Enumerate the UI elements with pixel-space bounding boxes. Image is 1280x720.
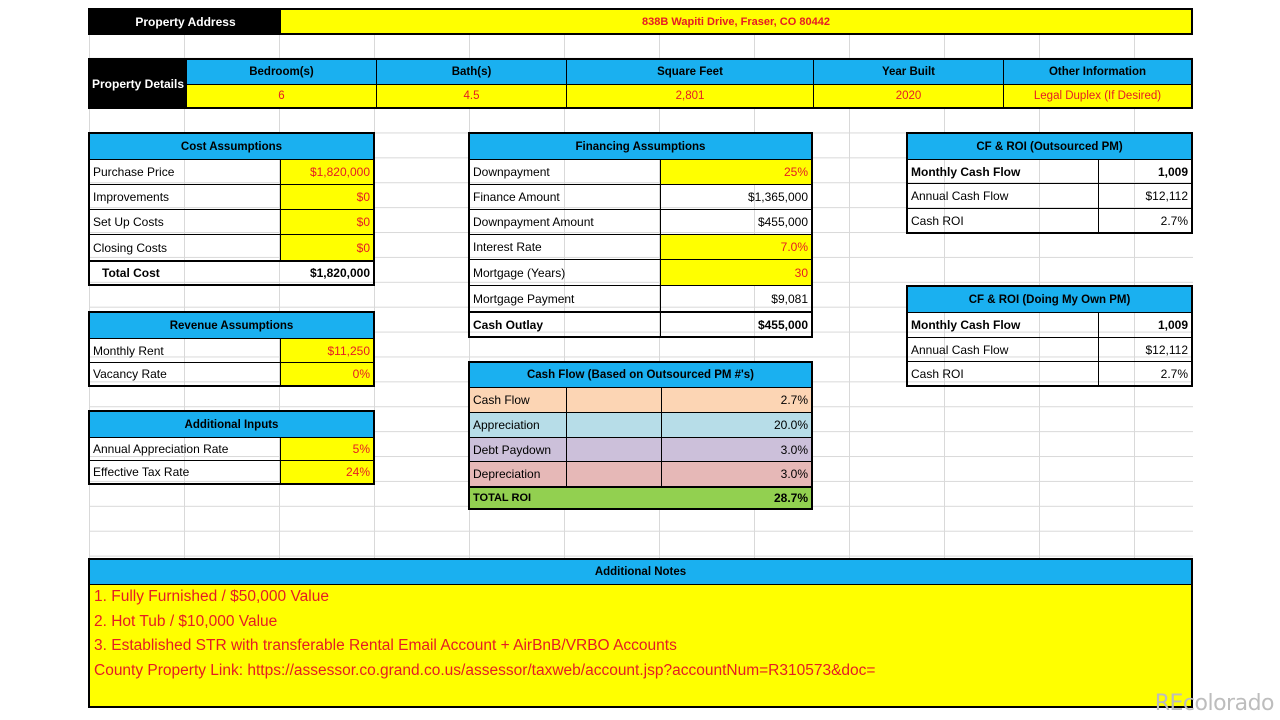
financing-row-label: Finance Amount bbox=[470, 185, 661, 210]
downpayment-input[interactable]: 25% bbox=[661, 160, 811, 185]
address-label: Property Address bbox=[90, 10, 281, 33]
details-value-baths[interactable]: 4.5 bbox=[376, 85, 566, 107]
additional-inputs-table bbox=[88, 410, 375, 485]
cashflow-row-label: Appreciation bbox=[470, 413, 566, 438]
total-roi-value: 28.7% bbox=[661, 486, 811, 508]
improvements-input[interactable]: $0 bbox=[281, 185, 373, 210]
details-header-year-built: Year Built bbox=[813, 60, 1003, 85]
financing-row-label: Downpayment Amount bbox=[470, 210, 661, 235]
cashflow-row-value: 3.0% bbox=[661, 462, 811, 486]
cashflow-row-label: Cash Flow bbox=[470, 388, 566, 413]
financing-row-label: Mortgage Payment bbox=[473, 291, 575, 306]
revenue-row-label: Monthly Rent bbox=[90, 339, 281, 363]
roi-own-table bbox=[906, 285, 1193, 387]
note-line: 1. Fully Furnished / $50,000 Value bbox=[94, 588, 329, 605]
cashflow-row-spacer bbox=[566, 462, 661, 486]
roi-outsourced-cash-roi: 2.7% bbox=[1160, 213, 1188, 228]
recolorado-watermark: REcolorado bbox=[1154, 691, 1274, 716]
details-value-bedrooms[interactable]: 6 bbox=[186, 85, 376, 107]
roi-own-title: CF & ROI (Doing My Own PM) bbox=[908, 287, 1191, 313]
cashflow-row-value: 20.0% bbox=[661, 413, 811, 438]
property-details bbox=[88, 58, 1193, 109]
additional-notes-title: Additional Notes bbox=[90, 560, 1191, 585]
details-value-year-built[interactable]: 2020 bbox=[813, 85, 1003, 107]
additional-notes bbox=[88, 558, 1193, 708]
details-value-other-info[interactable]: Legal Duplex (If Desired) bbox=[1003, 85, 1191, 107]
roi-own-row-label: Annual Cash Flow bbox=[908, 338, 1099, 362]
total-roi-label: TOTAL ROI bbox=[470, 486, 661, 508]
downpayment-amount-value: $455,000 bbox=[661, 210, 811, 235]
cashflow-row-value: 2.7% bbox=[661, 388, 811, 413]
cashflow-row-label: Depreciation bbox=[470, 462, 566, 486]
address-row bbox=[88, 8, 1193, 35]
details-header-bedrooms: Bedroom(s) bbox=[186, 60, 376, 85]
cashflow-row-value: 3.0% bbox=[661, 438, 811, 462]
finance-amount-value: $1,365,000 bbox=[661, 185, 811, 210]
note-line: 2. Hot Tub / $10,000 Value bbox=[94, 613, 278, 630]
roi-outsourced-monthly-cf: 1,009 bbox=[1099, 160, 1191, 184]
additional-inputs-title: Additional Inputs bbox=[90, 412, 373, 438]
cost-assumptions-title: Cost Assumptions bbox=[90, 134, 373, 160]
roi-outsourced-title: CF & ROI (Outsourced PM) bbox=[908, 134, 1191, 160]
note-line: 3. Established STR with transferable Rental Email Account + AirBnB/VRBO Accounts bbox=[94, 637, 677, 654]
tax-rate-input[interactable]: 24% bbox=[281, 461, 373, 483]
cashflow-title: Cash Flow (Based on Outsourced PM #'s) bbox=[470, 363, 811, 388]
monthly-rent-input[interactable]: $11,250 bbox=[281, 339, 373, 363]
total-cost-label: Total Cost bbox=[90, 260, 281, 284]
financing-row-label: Interest Rate bbox=[470, 235, 661, 260]
financing-row-label: Downpayment bbox=[470, 160, 661, 185]
cost-row-label: Closing Costs bbox=[93, 240, 168, 255]
vacancy-rate-input[interactable]: 0% bbox=[281, 363, 373, 385]
cashflow-row-label: Debt Paydown bbox=[470, 438, 566, 462]
details-header-other-info: Other Information bbox=[1003, 60, 1191, 85]
roi-own-annual-cf: $12,112 bbox=[1099, 338, 1191, 362]
details-value-sqft[interactable]: 2,801 bbox=[566, 85, 813, 107]
financing-assumptions-table bbox=[468, 132, 813, 338]
cost-row-label: Set Up Costs bbox=[90, 210, 281, 235]
mortgage-payment-value: $9,081 bbox=[771, 291, 808, 306]
closing-costs-input[interactable]: $0 bbox=[281, 235, 373, 260]
mortgage-years-input[interactable]: 30 bbox=[661, 260, 811, 286]
county-property-link[interactable]: County Property Link: https://assessor.co.grand.co.us/assessor/taxweb/account.jsp?accountNum=R310573&doc= bbox=[94, 662, 876, 679]
roi-outsourced-annual-cf: $12,112 bbox=[1099, 184, 1191, 209]
financing-row-label: Mortgage (Years) bbox=[470, 260, 661, 286]
cost-row-label: Improvements bbox=[90, 185, 281, 210]
roi-outsourced-table bbox=[906, 132, 1193, 234]
revenue-row-label: Vacancy Rate bbox=[93, 367, 167, 381]
cost-assumptions-table bbox=[88, 132, 375, 286]
roi-outsourced-row-label: Monthly Cash Flow bbox=[908, 160, 1099, 184]
property-details-label: Property Details bbox=[90, 60, 186, 107]
additional-row-label: Annual Appreciation Rate bbox=[90, 438, 281, 461]
roi-own-row-label: Monthly Cash Flow bbox=[908, 313, 1099, 338]
appreciation-rate-input[interactable]: 5% bbox=[281, 438, 373, 461]
interest-rate-input[interactable]: 7.0% bbox=[661, 235, 811, 260]
roi-own-row-label: Cash ROI bbox=[911, 366, 964, 381]
revenue-assumptions-table bbox=[88, 311, 375, 387]
cost-row-label: Purchase Price bbox=[90, 160, 281, 185]
address-value[interactable]: 838B Wapiti Drive, Fraser, CO 80442 bbox=[642, 15, 830, 28]
setup-costs-input[interactable]: $0 bbox=[281, 210, 373, 235]
cash-outlay-value: $455,000 bbox=[661, 311, 811, 336]
purchase-price-input[interactable]: $1,820,000 bbox=[281, 160, 373, 185]
details-header-sqft: Square Feet bbox=[566, 60, 813, 85]
cash-outlay-label: Cash Outlay bbox=[470, 311, 661, 336]
roi-outsourced-row-label: Cash ROI bbox=[911, 213, 964, 228]
cashflow-table bbox=[468, 361, 813, 510]
total-cost-value: $1,820,000 bbox=[281, 260, 373, 284]
cashflow-row-spacer bbox=[566, 413, 661, 438]
revenue-assumptions-title: Revenue Assumptions bbox=[90, 313, 373, 339]
details-header-baths: Bath(s) bbox=[376, 60, 566, 85]
financing-assumptions-title: Financing Assumptions bbox=[470, 134, 811, 160]
cashflow-row-spacer bbox=[566, 438, 661, 462]
additional-row-label: Effective Tax Rate bbox=[93, 465, 190, 479]
roi-own-cash-roi: 2.7% bbox=[1160, 366, 1188, 381]
roi-outsourced-row-label: Annual Cash Flow bbox=[908, 184, 1099, 209]
roi-own-monthly-cf: 1,009 bbox=[1099, 313, 1191, 338]
cashflow-row-spacer bbox=[566, 388, 661, 413]
